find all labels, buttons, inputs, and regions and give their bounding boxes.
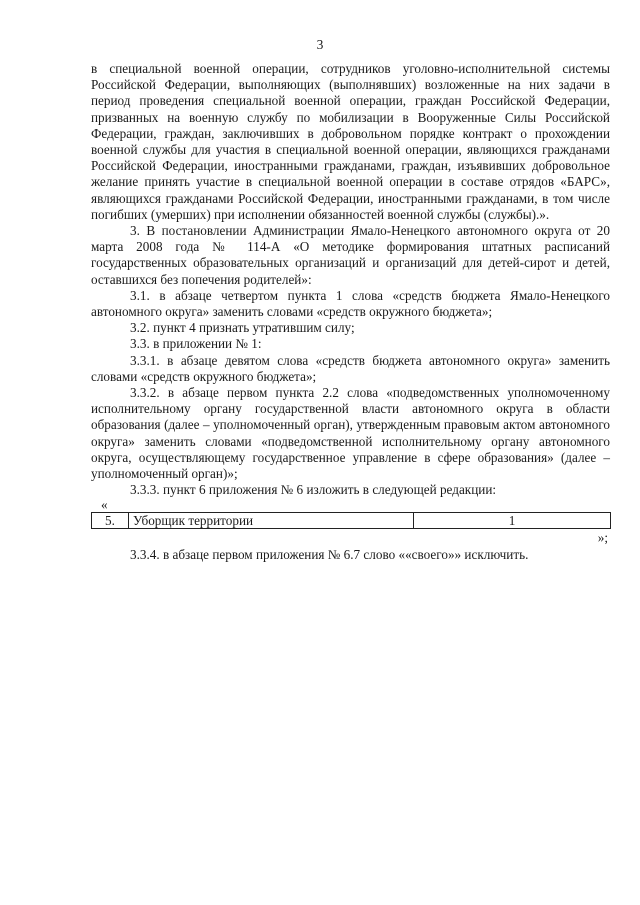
staff-table: [91, 512, 611, 529]
paragraph-item-3-2: 3.2. пункт 4 признать утратившим силу;: [130, 320, 355, 336]
paragraph-item-3-3-4: 3.3.4. в абзаце первом приложения № 6.7 слово ««своего»» исключить.: [130, 546, 529, 562]
table-row: [92, 513, 611, 529]
close-quote-mark: »;: [597, 530, 608, 546]
table-cell-position: Уборщик территории: [129, 513, 414, 529]
table-cell-number: 5.: [92, 513, 129, 529]
paragraph-item-3: 3. В постановлении Администрации Ямало-Ненецкого автономного округа от 20 марта 2008 года № 114-А «О методике формирования штатных расписаний государственных образовательных организаций и организаций для детей-сирот и детей, оставшихся без попечения родителей»:: [91, 223, 610, 287]
paragraph-item-3-3-3: 3.3.3. пункт 6 приложения № 6 изложить в следующей редакции:: [130, 482, 497, 498]
paragraph-continuation: в специальной военной операции, сотрудников уголовно-исполнительной системы Российской Федерации, выполняющих (выполнявших) возложенные на них задачи в период проведения специальной военной операции, граждан Российской Федерации, призванных на военную службу по мобилизации в Вооруженные Силы Российской Федерации, граждан, заключивших в добровольном порядке контракт о прохождении военной службы для участия в специальной военной операции, являющихся гражданами Российской Федерации, иностранными гражданами, граждан, изъявивших добровольное желание принять участие в специальной военной операции в составе отрядов «БАРС», являющихся гражданами Российской Федерации, иностранными гражданами, в том числе погибших (умерших) при исполнении обязанностей военной службы (службы).».: [91, 61, 610, 222]
table-cell-count: 1: [414, 513, 611, 529]
open-quote-mark: «: [101, 497, 108, 513]
paragraph-item-3-3-2: 3.3.2. в абзаце первом пункта 2.2 слова «подведомственных уполномоченному исполнительному органу государственной власти автономного округа в области образования (далее – уполномоченный орган), утвержденным правовым актом автономного округа» заменить словами «подведомственной исполнительному органу автономного округа, осуществляющему государственное управление в сфере образования» (далее – уполномоченный орган)»;: [91, 385, 610, 482]
document-body: [91, 61, 610, 563]
paragraph-item-3-3: 3.3. в приложении № 1:: [130, 336, 262, 352]
paragraph-item-3-1: 3.1. в абзаце четвертом пункта 1 слова «средств бюджета Ямало-Ненецкого автономного округа» заменить словами «средств окружного бюджета»;: [91, 287, 610, 320]
paragraph-item-3-3-1: 3.3.1. в абзаце девятом слова «средств бюджета автономного округа» заменить словами «средств окружного бюджета»;: [91, 352, 610, 384]
page-number: 3: [316, 37, 324, 52]
